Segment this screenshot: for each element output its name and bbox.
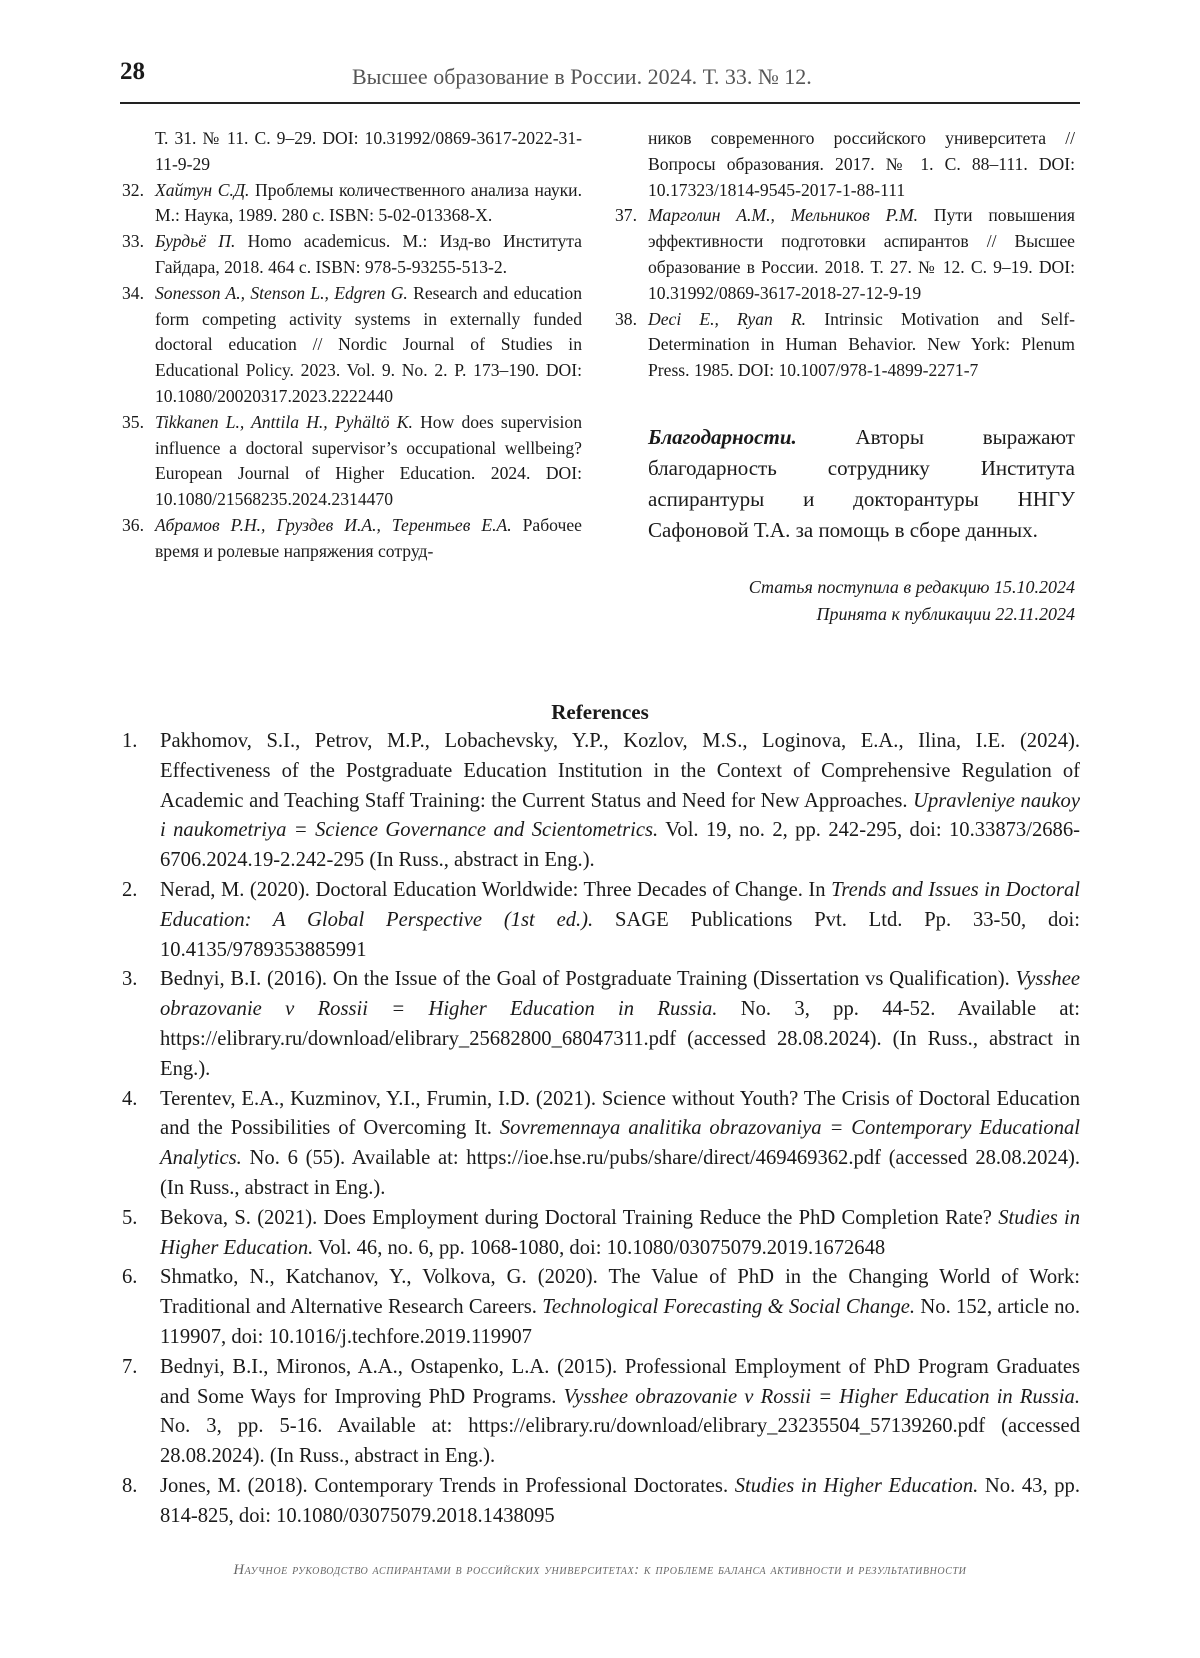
reference-details: SAGE Publications Pvt. Ltd. Pp. 33-50, doi: 10.4135/9789353885991 xyxy=(160,908,1080,961)
reference-source: Upravleniye naukoy i naukometriya = Science Governance and Scientometrics. xyxy=(160,789,1080,842)
reference-text: Research and education form competing activity systems in externally funded doctoral education // Nordic Journal of Studies in Educational Policy. 2023. Vol. 9. No. 2. P. 173–190. DOI: 10.1080/20020317.2023.2222440 xyxy=(155,282,582,406)
reference-item xyxy=(122,513,582,565)
reference-authors: Sonesson A., Stenson L., Edgren G. xyxy=(155,282,408,303)
reference-body xyxy=(155,178,582,230)
right-column xyxy=(615,126,1075,628)
reference-body xyxy=(648,203,1075,306)
reference-source: Vysshee obrazovanie v Rossii = Higher Education in Russia. xyxy=(563,1385,1080,1408)
reference-number: 4. xyxy=(122,1087,138,1110)
reference-number: 35. xyxy=(122,411,144,432)
reference-authors: Абрамов Р.Н., Груздев И.А., Терентьев Е.А. xyxy=(155,514,512,535)
reference-body xyxy=(155,410,582,513)
reference-authors: Бурдьё П. xyxy=(155,231,236,252)
reference-number: 8. xyxy=(122,1474,138,1497)
reference-item xyxy=(122,410,582,513)
reference-body xyxy=(160,1085,1080,1204)
reference-details: No. 6 (55). Available at: https://ioe.hse.ru/pubs/share/direct/469469362.pdf (accessed 28.08.2024). (In Russ., abstract in Eng.). xyxy=(160,1147,1080,1199)
reference-text: How does supervision influence a doctoral supervisor’s occupational wellbeing? European Journal of Higher Education. 2024. DOI: 10.1080/21568235.2024.2314470 xyxy=(155,411,583,510)
reference-text: Bednyi, B.I., Mironos, A.A., Ostapenko, L.A. (2015). Professional Employment of PhD Program Graduates and Some Ways for Improving PhD Programs. xyxy=(160,1355,1080,1408)
accepted-date: Принята к публикации 22.11.2024 xyxy=(816,603,1075,624)
acknowledgment xyxy=(648,422,1075,546)
reference-body xyxy=(160,1204,1080,1264)
reference-number: 33. xyxy=(122,231,144,252)
reference-authors: Марголин А.М., Мельников Р.М. xyxy=(648,205,919,226)
reference-number: 7. xyxy=(122,1355,138,1378)
reference-text: Terentev, E.A., Kuzminov, Y.I., Frumin, I.D. (2021). Science without Youth? The Crisis of Doctoral Education and the Possibilities of Overcoming It. xyxy=(160,1087,1080,1140)
reference-text: Bekova, S. (2021). Does Employment during Doctoral Training Reduce the PhD Completion Rate? xyxy=(160,1206,999,1229)
reference-item xyxy=(122,1204,1080,1264)
left-column xyxy=(122,126,582,565)
reference-item xyxy=(122,876,1080,965)
reference-body xyxy=(160,1263,1080,1352)
reference-text: Shmatko, N., Katchanov, Y., Volkova, G. (2020). The Value of PhD in the Changing World of Work: Traditional and Alternative Research Careers. xyxy=(160,1266,1080,1319)
reference-details: Vol. 19, no. 2, pp. 242-295, doi: 10.33873/2686-6706.2024.19-2.242-295 (In Russ., abstract in Eng.). xyxy=(160,819,1080,872)
reference-item xyxy=(122,1472,1080,1532)
reference-details: Vol. 46, no. 6, pp. 1068-1080, doi: 10.1080/03075079.2019.1672648 xyxy=(313,1236,886,1259)
references-list xyxy=(122,727,1080,1532)
reference-item xyxy=(122,281,582,410)
reference-number: 3. xyxy=(122,968,138,991)
reference-number: 5. xyxy=(122,1206,138,1229)
header-rule xyxy=(120,102,1080,104)
reference-number: 37. xyxy=(615,205,637,226)
reference-details: No. 3, pp. 44-52. Available at: https://elibrary.ru/download/elibrary_25682800_68047311.pdf (accessed 28.08.2024). (In Russ., abstract in Eng.). xyxy=(160,998,1080,1080)
reference-item xyxy=(122,965,1080,1084)
reference-text: Pakhomov, S.I., Petrov, M.P., Lobachevsky, Y.P., Kozlov, M.S., Loginova, E.A., Ilina, I.E. (2024). Effectiveness of the Postgraduate Education Institution in the Context of Comprehensive Regulation of Academic and Teaching Staff Training: the Current Status and Need for New Approaches. xyxy=(160,730,1080,812)
reference-source: Vysshee obrazovanie v Rossii = Higher Education in Russia. xyxy=(160,968,1080,1021)
reference-number: 1. xyxy=(122,730,138,752)
references-title: References xyxy=(551,700,649,724)
submission-dates xyxy=(615,574,1075,628)
reference-text: Jones, M. (2018). Contemporary Trends in Professional Doctorates. xyxy=(160,1474,735,1497)
reference-item xyxy=(122,727,1080,876)
reference-source: Sovremennaya analitika obrazovaniya = Contemporary Educational Analytics. xyxy=(160,1117,1081,1170)
reference-item xyxy=(122,178,582,230)
reference-text: Bednyi, B.I. (2016). On the Issue of the Goal of Postgraduate Training (Dissertation vs Qualification). xyxy=(160,968,1016,991)
reference-item xyxy=(122,1353,1080,1472)
reference-number: 38. xyxy=(615,308,637,329)
reference-text: Рабочее время и ролевые напряжения сотруд- xyxy=(155,514,582,561)
reference-number: 34. xyxy=(122,282,144,303)
reference-number: 32. xyxy=(122,179,144,200)
reference-source: Trends and Issues in Doctoral Education: A Global Perspective (1st ed.). xyxy=(160,878,1080,931)
received-date: Статья поступила в редакцию 15.10.2024 xyxy=(748,576,1075,597)
reference-item xyxy=(615,307,1075,384)
reference-body xyxy=(160,1472,1080,1532)
reference-authors: Хайтун С.Д. xyxy=(155,179,250,200)
reference-authors: Deci E., Ryan R. xyxy=(648,308,807,329)
reference-continuation: ников современного российского университета // Вопросы образования. 2017. № 1. С. 88–111. DOI: 10.17323/1814-9545-2017-1-88-111 xyxy=(648,128,1075,200)
reference-body xyxy=(155,229,582,281)
reference-item xyxy=(122,229,582,281)
footer-article-title: Научное руководство аспирантами в российских университетах: к проблеме баланса активности и результативности xyxy=(233,1562,967,1578)
reference-continuation: Т. 31. № 11. С. 9–29. DOI: 10.31992/0869-3617-2022-31-11-9-29 xyxy=(155,128,582,174)
reference-item xyxy=(122,1085,1080,1204)
reference-body xyxy=(160,1353,1080,1472)
page-number: 28 xyxy=(120,58,145,85)
reference-source: Studies in Higher Education. xyxy=(734,1474,979,1497)
reference-authors: Tikkanen L., Anttila H., Pyhältö K. xyxy=(155,411,413,432)
reference-body xyxy=(648,307,1075,384)
reference-details: No. 152, article no. 119907, doi: 10.1016/j.techfore.2019.119907 xyxy=(160,1296,1081,1348)
acknowledgment-lead: Благодарности. xyxy=(648,424,797,449)
reference-number: 6. xyxy=(122,1266,138,1289)
reference-item xyxy=(122,1263,1080,1352)
reference-source: Technological Forecasting & Social Change. xyxy=(542,1296,916,1319)
reference-text: Intrinsic Motivation and Self-Determination in Human Behavior. New York: Plenum Press. 1985. DOI: 10.1007/978-1-4899-2271-7 xyxy=(648,308,1075,381)
reference-number: 36. xyxy=(122,514,144,535)
reference-text: Nerad, M. (2020). Doctoral Education Worldwide: Three Decades of Change. In xyxy=(160,878,832,901)
reference-body xyxy=(155,513,582,565)
reference-text: Homo academicus. М.: Изд-во Института Гайдара, 2018. 464 с. ISBN: 978-5-93255-513-2. xyxy=(155,231,582,277)
running-head: Высшее образование в России. 2024. Т. 33. № 12. xyxy=(352,64,812,89)
reference-text: Проблемы количественного анализа науки. М.: Наука, 1989. 280 с. ISBN: 5-02-013368-X. xyxy=(155,179,582,226)
reference-item xyxy=(615,203,1075,306)
acknowledgment-text: Авторы выражают благодарность сотруднику Института аспирантуры и докторантуры ННГУ Сафоновой Т.А. за помощь в сборе данных. xyxy=(648,424,1075,542)
reference-body xyxy=(160,965,1080,1084)
reference-details: No. 3, pp. 5-16. Available at: https://elibrary.ru/download/elibrary_23235504_57139260.pdf (accessed 28.08.2024). (In Russ., abstract in Eng.). xyxy=(160,1415,1080,1468)
reference-source: Studies in Higher Education. xyxy=(160,1206,1081,1259)
reference-body xyxy=(160,876,1080,965)
reference-body xyxy=(160,727,1080,876)
reference-text: Пути повышения эффективности подготовки аспирантов // Высшее образование в России. 2018. Т. 27. № 12. С. 9–19. DOI: 10.31992/0869-3617-2018-27-12-9-19 xyxy=(648,205,1075,303)
reference-number: 2. xyxy=(122,878,138,901)
reference-body xyxy=(155,281,582,410)
reference-details: No. 43, pp. 814-825, doi: 10.1080/03075079.2018.1438095 xyxy=(160,1474,1081,1527)
